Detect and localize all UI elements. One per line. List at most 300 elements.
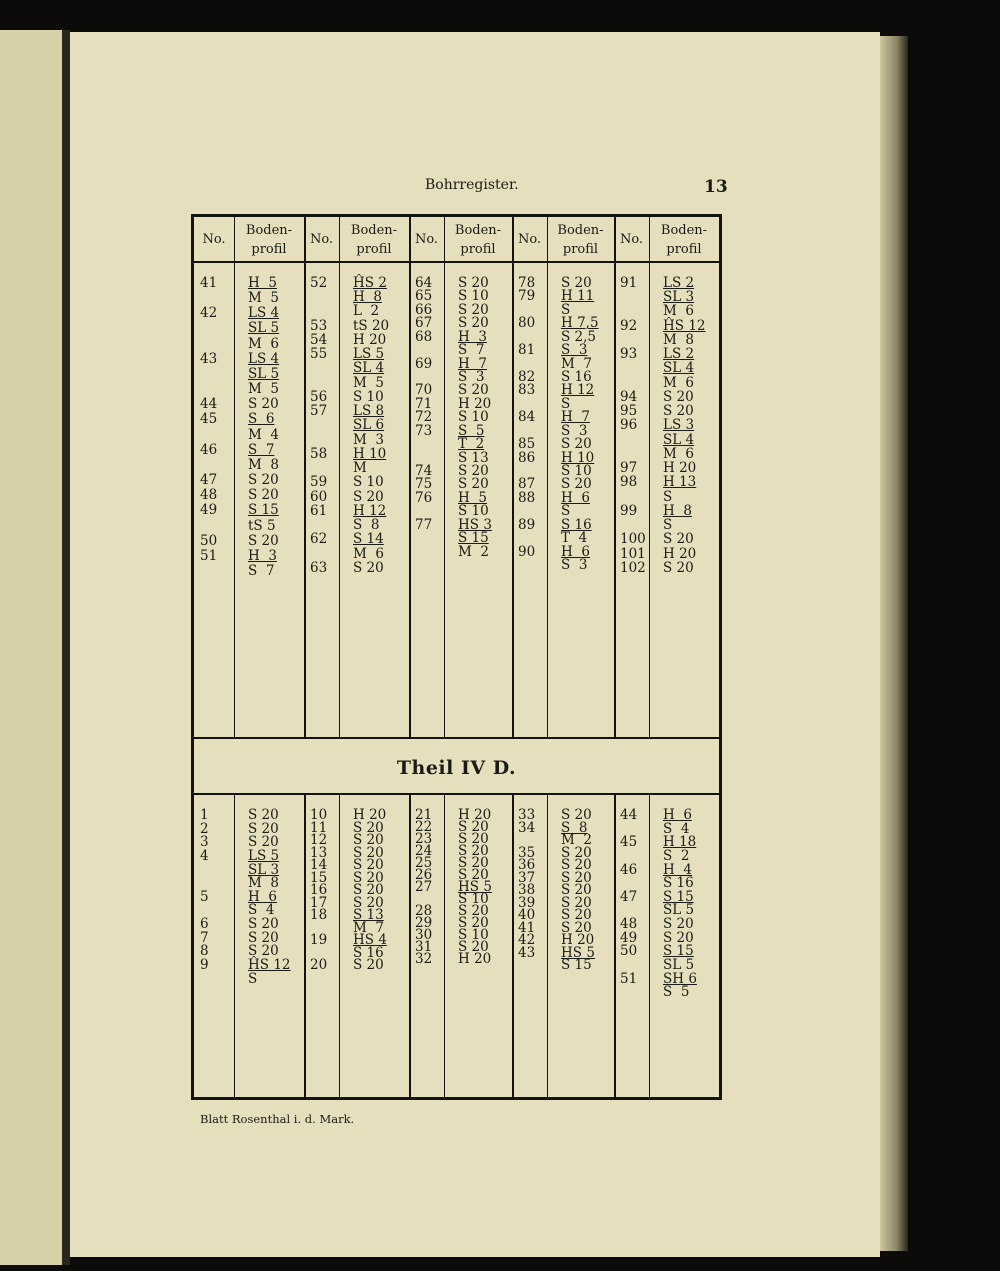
soil-profile-entry: SL 5 xyxy=(663,957,695,973)
soil-profile-entry: LS 4 xyxy=(248,350,280,367)
soil-profile-entry: S 3 xyxy=(561,342,588,359)
column-rule xyxy=(234,217,235,737)
bore-number: 50 xyxy=(200,532,218,549)
header-no: No. xyxy=(414,232,439,247)
bore-number: 95 xyxy=(620,403,638,420)
bore-number: 33 xyxy=(518,807,536,823)
soil-profile-entry: H 12 xyxy=(353,502,387,519)
soil-profile-entry: SL 6 xyxy=(353,417,385,434)
soil-profile-entry: ĤS 12 xyxy=(248,957,291,973)
soil-profile-entry: H 18 xyxy=(663,834,697,851)
column-rule xyxy=(649,217,650,737)
soil-profile-entry: S 20 xyxy=(458,867,489,883)
header-profile: Boden- profil xyxy=(557,223,604,257)
soil-profile-entry: H 5 xyxy=(458,489,487,506)
soil-profile-entry: LS 5 xyxy=(353,346,385,363)
bore-number: 66 xyxy=(415,301,433,318)
soil-profile-entry: H 13 xyxy=(663,474,697,491)
bore-number: 74 xyxy=(415,463,433,479)
soil-profile-entry: tS 20 xyxy=(353,317,390,334)
soil-profile-entry: S xyxy=(561,503,571,520)
soil-profile-entry: S 15 xyxy=(663,943,694,960)
soil-profile-entry: S 10 xyxy=(561,463,592,479)
soil-profile-entry: HS 3 xyxy=(458,516,492,533)
bore-number: 23 xyxy=(415,831,433,847)
soil-profile-entry: SH 6 xyxy=(663,970,697,987)
soil-profile-entry: M 6 xyxy=(248,335,279,352)
soil-profile-entry: H 6 xyxy=(248,888,277,905)
soil-profile-entry: LS 2 xyxy=(663,275,695,291)
soil-profile-entry: SL 5 xyxy=(248,320,280,337)
soil-profile-entry: M 8 xyxy=(248,875,279,892)
bore-number: 13 xyxy=(310,844,328,861)
bore-number: 85 xyxy=(518,436,536,453)
bore-number: 41 xyxy=(200,275,218,291)
soil-profile-entry: LS 4 xyxy=(248,305,280,322)
bore-register-table xyxy=(191,214,722,1100)
bore-number: 62 xyxy=(310,531,328,548)
soil-profile-entry: SL 4 xyxy=(663,360,695,377)
soil-profile-entry: H 20 xyxy=(663,545,697,562)
bore-number: 31 xyxy=(415,939,433,955)
bore-number: 3 xyxy=(200,834,209,851)
soil-profile-entry: S 20 xyxy=(248,807,279,823)
bore-number: 37 xyxy=(518,869,536,886)
bore-number: 25 xyxy=(415,855,433,871)
bore-number: 87 xyxy=(518,476,536,493)
row-rule xyxy=(194,737,719,739)
bore-number: 86 xyxy=(518,449,536,466)
column-rule xyxy=(234,793,235,1097)
soil-profile-entry: M 6 xyxy=(663,303,694,320)
soil-profile-entry: S 20 xyxy=(561,882,592,898)
soil-profile-entry: S 20 xyxy=(353,857,384,873)
soil-profile-entry: H 3 xyxy=(458,328,487,345)
soil-profile-entry: S 20 xyxy=(353,957,384,973)
soil-profile-entry: S xyxy=(248,970,258,987)
soil-profile-entry: S 20 xyxy=(353,869,384,886)
book-gutter xyxy=(62,30,70,1265)
soil-profile-entry: S 10 xyxy=(353,474,384,491)
bore-number: 21 xyxy=(415,807,433,823)
bore-number: 22 xyxy=(415,819,433,835)
bore-number: 97 xyxy=(620,460,638,477)
bore-number: 15 xyxy=(310,869,328,886)
soil-profile-entry: S 20 xyxy=(353,832,384,848)
soil-profile-entry: H 6 xyxy=(561,489,590,506)
section-title: Theil IV D. xyxy=(396,757,517,779)
soil-profile-entry: S 10 xyxy=(458,927,489,943)
soil-profile-entry: tS 5 xyxy=(248,517,276,534)
bore-number: 43 xyxy=(200,350,218,367)
bore-number: 42 xyxy=(200,305,218,322)
bore-number: 75 xyxy=(415,476,433,493)
soil-profile-entry: S 20 xyxy=(663,916,694,933)
soil-profile-entry: H 20 xyxy=(353,331,387,348)
soil-profile-entry: S xyxy=(663,488,673,505)
soil-profile-entry: H 12 xyxy=(561,382,595,399)
soil-profile-entry: H 10 xyxy=(353,445,387,462)
soil-profile-entry: S 20 xyxy=(248,487,279,504)
soil-profile-entry: S 20 xyxy=(561,807,592,823)
bore-number: 32 xyxy=(415,951,433,967)
bore-number: 78 xyxy=(518,275,536,291)
soil-profile-entry: S 4 xyxy=(663,820,690,837)
column-rule xyxy=(304,793,306,1097)
soil-profile-entry: H 10 xyxy=(561,449,595,466)
bore-number: 73 xyxy=(415,422,433,439)
soil-profile-entry: S xyxy=(561,301,571,318)
bore-number: 43 xyxy=(518,944,536,961)
soil-profile-entry: S 20 xyxy=(561,857,592,873)
bore-number: 42 xyxy=(518,932,536,948)
soil-profile-entry: S 20 xyxy=(353,894,384,911)
header-no: No. xyxy=(517,232,542,247)
soil-profile-entry: S 3 xyxy=(561,422,588,439)
soil-profile-entry: SL 5 xyxy=(663,902,695,919)
bore-number: 24 xyxy=(415,843,433,859)
bore-number: 98 xyxy=(620,474,638,491)
bore-number: 44 xyxy=(200,396,218,413)
column-rule xyxy=(339,793,340,1097)
bore-number: 44 xyxy=(620,807,638,823)
soil-profile-entry: M 3 xyxy=(353,431,384,448)
bore-number: 71 xyxy=(415,395,433,412)
soil-profile-entry: S 20 xyxy=(353,488,384,505)
soil-profile-entry: S 20 xyxy=(248,472,279,489)
bore-number: 38 xyxy=(518,882,536,898)
bore-number: 51 xyxy=(620,970,638,987)
soil-profile-entry: S 20 xyxy=(561,869,592,886)
soil-profile-entry: L 2 xyxy=(353,303,380,320)
soil-profile-entry: M 7 xyxy=(561,355,592,372)
bore-number: 14 xyxy=(310,857,328,873)
header-profile: Boden- profil xyxy=(454,223,502,257)
soil-profile-entry: S 20 xyxy=(663,388,694,405)
soil-profile-entry: S 4 xyxy=(248,902,275,919)
page-stack-edge xyxy=(880,36,908,1251)
soil-profile-entry: S 20 xyxy=(458,382,489,399)
soil-profile-entry: M 5 xyxy=(353,374,384,391)
bore-number: 46 xyxy=(620,861,638,878)
soil-profile-entry: S 20 xyxy=(458,855,489,871)
soil-profile-entry: M 5 xyxy=(248,381,279,398)
soil-profile-entry: ĤS 2 xyxy=(353,275,387,291)
bore-number: 16 xyxy=(310,882,328,898)
bore-number: 54 xyxy=(310,331,328,348)
soil-profile-entry: ĤS 12 xyxy=(663,317,706,334)
soil-profile-entry: M 4 xyxy=(248,426,279,443)
soil-profile-entry: S 5 xyxy=(458,422,485,439)
soil-profile-entry: M 2 xyxy=(458,543,489,560)
soil-profile-entry: S 20 xyxy=(353,844,384,861)
soil-profile-entry: S 16 xyxy=(561,516,592,533)
soil-profile-entry: S 16 xyxy=(663,875,694,892)
soil-profile-entry: HS 4 xyxy=(353,932,387,948)
soil-profile-entry: S 16 xyxy=(353,944,384,961)
soil-profile-entry: H 3 xyxy=(248,547,277,564)
soil-profile-entry: M 2 xyxy=(561,832,592,848)
bore-number: 51 xyxy=(200,547,218,564)
column-rule xyxy=(614,217,616,737)
soil-profile-entry: S 20 xyxy=(663,559,694,576)
bore-number: 93 xyxy=(620,346,638,363)
soil-profile-entry: H 20 xyxy=(353,807,387,823)
bore-number: 64 xyxy=(415,275,433,291)
bore-number: 81 xyxy=(518,342,536,359)
soil-profile-entry: S 2 xyxy=(663,847,690,864)
column-rule xyxy=(304,217,306,737)
soil-profile-entry: M 8 xyxy=(248,456,279,473)
soil-profile-entry: H 4 xyxy=(663,861,692,878)
bore-number: 27 xyxy=(415,879,433,895)
soil-profile-entry: M 6 xyxy=(353,545,384,562)
soil-profile-entry: S 20 xyxy=(458,275,489,291)
bore-number: 52 xyxy=(310,275,328,291)
soil-profile-entry: S 10 xyxy=(458,503,489,520)
soil-profile-entry: S 20 xyxy=(561,844,592,861)
bore-number: 10 xyxy=(310,807,328,823)
soil-profile-entry: M xyxy=(353,460,367,477)
bore-number: 63 xyxy=(310,559,328,576)
soil-profile-entry: S 20 xyxy=(561,894,592,911)
soil-profile-entry: S 20 xyxy=(458,315,489,332)
soil-profile-entry: T 4 xyxy=(561,530,588,547)
soil-profile-entry: S 20 xyxy=(561,907,592,923)
bore-number: 18 xyxy=(310,907,328,923)
bore-number: 65 xyxy=(415,288,433,305)
bore-number: 57 xyxy=(310,403,328,420)
bore-number: 36 xyxy=(518,857,536,873)
bore-number: 92 xyxy=(620,317,638,334)
bore-number: 101 xyxy=(620,545,646,562)
soil-profile-entry: S 14 xyxy=(353,531,384,548)
bore-number: 26 xyxy=(415,867,433,883)
bore-number: 50 xyxy=(620,943,638,960)
bore-number: 58 xyxy=(310,445,328,462)
soil-profile-entry: S 20 xyxy=(458,819,489,835)
bore-number: 45 xyxy=(620,834,638,851)
soil-profile-entry: S 20 xyxy=(353,559,384,576)
bore-number: 9 xyxy=(200,957,209,973)
soil-profile-entry: H 5 xyxy=(248,275,277,291)
bore-number: 48 xyxy=(620,916,638,933)
header-profile: Boden- profil xyxy=(245,223,293,257)
soil-profile-entry: M 7 xyxy=(353,919,384,936)
soil-profile-entry: S 20 xyxy=(248,916,279,933)
soil-profile-entry: LS 2 xyxy=(663,346,695,363)
soil-profile-entry: S 20 xyxy=(458,831,489,847)
soil-profile-entry: S 15 xyxy=(561,957,592,973)
soil-profile-entry: H 20 xyxy=(458,807,492,823)
running-title: Bohrregister. xyxy=(425,177,519,193)
bore-number: 11 xyxy=(310,819,328,836)
bore-number: 20 xyxy=(310,957,328,973)
bore-number: 89 xyxy=(518,516,536,533)
bore-number: 84 xyxy=(518,409,536,426)
bore-number: 90 xyxy=(518,543,536,560)
soil-profile-entry: S 20 xyxy=(458,939,489,955)
bore-number: 70 xyxy=(415,382,433,399)
soil-profile-entry: S 13 xyxy=(353,907,384,923)
soil-profile-entry: S 6 xyxy=(248,411,275,428)
bore-number: 47 xyxy=(620,888,638,905)
column-rule xyxy=(512,217,514,737)
soil-profile-entry: H 7 xyxy=(561,409,590,426)
soil-profile-entry: S 10 xyxy=(458,409,489,426)
soil-profile-entry: H 20 xyxy=(458,395,492,412)
soil-profile-entry: S xyxy=(663,517,673,534)
bore-number: 8 xyxy=(200,943,209,960)
soil-profile-entry: S xyxy=(561,395,571,412)
bore-number: 67 xyxy=(415,315,433,332)
soil-profile-entry: H 11 xyxy=(561,288,595,305)
soil-profile-entry: H 20 xyxy=(561,932,595,948)
row-rule xyxy=(194,261,719,263)
column-rule xyxy=(444,217,445,737)
header-no: No. xyxy=(202,232,226,247)
bore-number: 34 xyxy=(518,819,536,836)
bore-number: 96 xyxy=(620,417,638,434)
bore-number: 49 xyxy=(620,929,638,946)
column-rule xyxy=(444,793,445,1097)
soil-profile-entry: S 20 xyxy=(248,834,279,851)
bore-number: 100 xyxy=(620,531,646,548)
soil-profile-entry: SL 5 xyxy=(248,365,280,382)
soil-profile-entry: HS 5 xyxy=(561,944,595,961)
soil-profile-entry: H 7,5 xyxy=(561,315,599,332)
bore-number: 61 xyxy=(310,502,328,519)
bore-number: 69 xyxy=(415,355,433,372)
soil-profile-entry: S 10 xyxy=(458,288,489,305)
soil-profile-entry: M 6 xyxy=(663,374,694,391)
bore-number: 72 xyxy=(415,409,433,426)
column-rule xyxy=(339,217,340,737)
soil-profile-entry: S 20 xyxy=(458,903,489,919)
soil-profile-entry: SL 4 xyxy=(663,431,695,448)
row-rule xyxy=(194,793,719,795)
soil-profile-entry: S 16 xyxy=(561,369,592,385)
soil-profile-entry: S 3 xyxy=(458,369,485,385)
bore-number: 47 xyxy=(200,472,218,489)
facing-page-edge xyxy=(0,30,64,1265)
soil-profile-entry: LS 8 xyxy=(353,403,385,420)
soil-profile-entry: SL 4 xyxy=(353,360,385,377)
soil-profile-entry: S 5 xyxy=(663,984,690,1001)
bore-number: 80 xyxy=(518,315,536,332)
bore-number: 29 xyxy=(415,915,433,931)
column-rule xyxy=(547,217,548,737)
soil-profile-entry: T 2 xyxy=(458,436,485,453)
bore-number: 55 xyxy=(310,346,328,363)
bore-number: 45 xyxy=(200,411,218,428)
soil-profile-entry: S 20 xyxy=(458,915,489,931)
bore-number: 41 xyxy=(518,919,536,936)
bore-number: 88 xyxy=(518,489,536,506)
soil-profile-entry: S 8 xyxy=(353,517,380,534)
header-no: No. xyxy=(619,232,644,247)
soil-profile-entry: H 20 xyxy=(663,460,697,477)
bore-number: 46 xyxy=(200,441,218,458)
soil-profile-entry: S 20 xyxy=(561,919,592,936)
soil-profile-entry: S 3 xyxy=(561,557,588,573)
bore-number: 53 xyxy=(310,317,328,334)
soil-profile-entry: S 20 xyxy=(561,275,592,291)
bore-number: 30 xyxy=(415,927,433,943)
soil-profile-entry: S 20 xyxy=(458,476,489,493)
bore-number: 79 xyxy=(518,288,536,305)
map-sheet-footer: Blatt Rosenthal i. d. Mark. xyxy=(200,1112,355,1126)
soil-profile-entry: S 10 xyxy=(458,891,489,907)
soil-profile-entry: SL 3 xyxy=(663,289,695,306)
soil-profile-entry: S 7 xyxy=(248,563,275,580)
soil-profile-entry: S 7 xyxy=(458,342,485,359)
bore-number: 1 xyxy=(200,807,209,823)
column-rule xyxy=(719,217,720,737)
soil-profile-entry: S 7 xyxy=(248,441,275,458)
bore-number: 83 xyxy=(518,382,536,399)
bore-number: 7 xyxy=(200,929,209,946)
bore-number: 48 xyxy=(200,487,218,504)
bore-number: 77 xyxy=(415,516,433,533)
page-number: 13 xyxy=(704,177,728,197)
soil-profile-entry: H 8 xyxy=(663,502,692,519)
soil-profile-entry: S 13 xyxy=(458,449,489,466)
bore-number: 68 xyxy=(415,328,433,345)
soil-profile-entry: S 20 xyxy=(458,301,489,318)
soil-profile-entry: M 5 xyxy=(248,290,279,307)
soil-profile-entry: S 20 xyxy=(248,396,279,413)
header-profile: Boden- profil xyxy=(660,223,708,257)
soil-profile-entry: H 8 xyxy=(353,289,382,306)
soil-profile-entry: S 20 xyxy=(458,843,489,859)
soil-profile-entry: S 20 xyxy=(248,820,279,837)
soil-profile-entry: S 20 xyxy=(663,403,694,420)
soil-profile-entry: S 15 xyxy=(663,888,694,905)
bore-number: 49 xyxy=(200,502,218,519)
soil-profile-entry: M 6 xyxy=(663,445,694,462)
bore-number: 94 xyxy=(620,388,638,405)
soil-profile-entry: S 20 xyxy=(458,463,489,479)
soil-profile-entry: S 20 xyxy=(561,436,592,453)
column-rule xyxy=(614,793,616,1097)
bore-number: 99 xyxy=(620,502,638,519)
bore-number: 5 xyxy=(200,888,209,905)
soil-profile-entry: S 20 xyxy=(663,531,694,548)
soil-profile-entry: S 10 xyxy=(353,388,384,405)
soil-profile-entry: HS 5 xyxy=(458,879,492,895)
bore-number: 60 xyxy=(310,488,328,505)
bore-number: 4 xyxy=(200,847,209,864)
soil-profile-entry: S 2,5 xyxy=(561,328,597,345)
column-rule xyxy=(547,793,548,1097)
bore-number: 82 xyxy=(518,369,536,385)
bore-number: 91 xyxy=(620,275,638,291)
bore-number: 17 xyxy=(310,894,328,911)
bore-number: 12 xyxy=(310,832,328,848)
soil-profile-entry: LS 5 xyxy=(248,847,280,864)
bore-number: 59 xyxy=(310,474,328,491)
bore-number: 56 xyxy=(310,388,328,405)
soil-profile-entry: H 20 xyxy=(458,951,492,967)
soil-profile-entry: S 8 xyxy=(561,819,588,836)
soil-profile-entry: S 20 xyxy=(353,819,384,836)
column-rule xyxy=(512,793,514,1097)
column-rule xyxy=(649,793,650,1097)
soil-profile-entry: H 6 xyxy=(561,543,590,560)
bore-number: 19 xyxy=(310,932,328,948)
bore-number: 35 xyxy=(518,844,536,861)
